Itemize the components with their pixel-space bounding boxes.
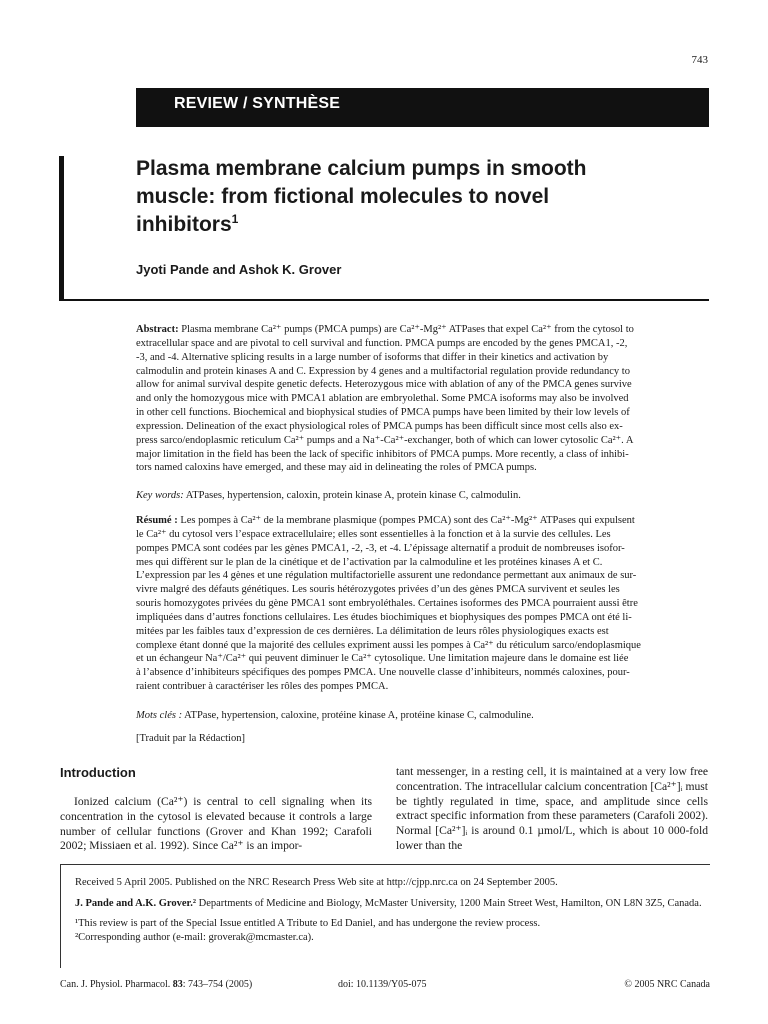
resume-line-5: vivre malgré des défauts génétiques. Les souris hétérozygotes privées d’un des gènes PMCA survivent et seules les (136, 584, 620, 596)
resume-line-4: L’expression par les 4 gènes et une régulation multifactorielle assurent une redondance permettant aux animaux de sur- (136, 570, 637, 582)
translation-note: [Traduit par la Rédaction] (136, 733, 245, 744)
abstract-line-8: press sarco/endoplasmic reticulum Ca²⁺ pumps and a Na⁺-Ca²⁺-exchanger, both of which can lower cytosolic Ca²⁺. A (136, 434, 634, 446)
resume-line-10: et un échangeur Na⁺/Ca²⁺ qui peuvent diminuer le Ca²⁺ cytosolique. Une limitation majeure dans le domaine est liée (136, 653, 629, 665)
resume-line-1: le Ca²⁺ du cytosol vers l’espace extracellulaire; elles sont essentielles à la fonction et à la survie des cellules. Les (136, 528, 611, 540)
resume-line-11: à l’absence d’inhibiteurs spécifiques des pompes PMCA. Une nouvelle classe d’inhibiteurs, nommés caloxines, pour- (136, 667, 630, 679)
footnote-2: ²Corresponding author (e-mail: groverak@mcmaster.ca). (75, 931, 314, 943)
footer-copyright: © 2005 NRC Canada (624, 979, 710, 990)
abstract-line-10: tors named caloxins have emerged, and these may aid in delineating the roles of PMCA pumps. (136, 462, 537, 474)
intro-right-column: tant messenger, in a resting cell, it is maintained at a very low free concentration. The intracellular calcium concentration [Ca²⁺]ᵢ must be tightly regulated in time, space, and amplitude since cells extract specific information from these parameters (Carafoli 2002). Normal [Ca²⁺]ᵢ is around 0.1 µmol/L, which is about 10 000-fold lower than the (396, 765, 708, 852)
abstract-line-5: and only the homozygous mice with PMCA1 ablation are embryolethal. Some PMCA isoforms may also be involved (136, 393, 629, 405)
resume-block (136, 514, 709, 694)
abstract-line-0: Abstract: Plasma membrane Ca²⁺ pumps (PMCA pumps) are Ca²⁺-Mg²⁺ ATPases that expel Ca²⁺ from the cytosol to (136, 324, 634, 335)
abstract-line-6: in other cell functions. Biochemical and biophysical studies of PMCA pumps have been limited by their low levels of (136, 407, 630, 419)
affiliation-text: Departments of Medicine and Biology, McMaster University, 1200 Main Street West, Hamilton, ON L8N 3Z5, Canada. (198, 897, 702, 909)
mots-cles-text: ATPase, hypertension, caloxine, protéine kinase A, protéine kinase C, calmoduline. (184, 710, 534, 721)
footnote-box (60, 864, 710, 968)
abstract-line-3: calmodulin and protein kinases A and C. Expression by 4 genes and a multifactorial regulation provide redundancy to (136, 365, 630, 377)
resume-line-3: mes qui diffèrent sur le plan de la cinétique et de l’activation par la calmoduline et les protéines kinases A et C. (136, 556, 603, 568)
mots-cles-label: Mots clés : (136, 710, 183, 721)
footer-doi: doi: 10.1139/Y05-075 (338, 979, 427, 990)
resume-line-7: impliquées dans d’autres fonctions cellulaires. Les études biochimiques et biophysiques des pompes PMCA ont été li- (136, 611, 632, 623)
resume-line-0: Résumé : Les pompes à Ca²⁺ de la membrane plasmique (pompes PMCA) sont des Ca²⁺-Mg²⁺ ATPases qui expulsent (136, 515, 635, 526)
resume-line-6: souris homozygotes privées du gène PMCA1 sont embryoléthales. Certaines isoformes des PMCA pourraient aussi être (136, 598, 638, 610)
section-banner: REVIEW / SYNTHÈSE (136, 88, 709, 127)
abstract-label: Abstract: (136, 324, 179, 335)
author-list: Jyoti Pande and Ashok K. Grover (136, 262, 342, 277)
title-line-1: Plasma membrane calcium pumps in smooth (136, 157, 587, 180)
resume-line-8: mitées par les faibles taux d’expression de ces dernières. La délimitation de leurs rôles physiologiques exacts est (136, 625, 609, 637)
title-line-3: inhibitors (136, 213, 232, 236)
abstract-line-1: extracellular space and are pivotal to cell survival and function. PMCA pumps are encoded by the genes PMCA1, -2, (136, 337, 628, 349)
title-line-2: muscle: from fictional molecules to novel (136, 185, 550, 208)
resume-label: Résumé : (136, 515, 178, 526)
resume-line-2: pompes PMCA sont codées par les gènes PMCA1, -2, -3, et -4. L’épissage alternatif a produit de nombreuses isofor- (136, 542, 625, 554)
intro-left-column: Ionized calcium (Ca²⁺) is central to cell signaling when its concentration in the cytosol is elevated because it controls a large number of cellular functions (Grover and Khan 1992; Carafoli 2002; Missiaen et al. 1992). Since Ca²⁺ is an impor- (60, 795, 372, 853)
footnote-1: ¹This review is part of the Special Issue entitled A Tribute to Ed Daniel, and has undergone the review process. (75, 918, 541, 929)
title-side-bar (59, 156, 64, 300)
resume-keywords (136, 709, 709, 723)
introduction-heading: Introduction (60, 765, 136, 780)
resume-line-9: complexe étant donné que la majorité des cellules expriment aussi les pompes à Ca²⁺ du réticulum sarco/endoplasmique (136, 639, 641, 651)
abstract-line-9: major limitation in the field has been the lack of specific inhibitors of PMCA pumps. More recently, a class of inhibi- (136, 448, 629, 460)
footer-volume: 83 (172, 979, 183, 990)
abstract-line-4: allow for animal survival despite genetic defects. Heterozygous mice with ablation of any of the PMCA genes survive (136, 379, 632, 391)
article-title (136, 155, 696, 239)
keywords-text: ATPases, hypertension, caloxin, protein kinase A, protein kinase C, calmodulin. (185, 490, 521, 501)
abstract-keywords (136, 489, 709, 503)
affiliation-authors: J. Pande and A.K. Grover.² (75, 897, 196, 909)
title-rule (59, 299, 709, 301)
page-number: 743 (691, 54, 708, 66)
affiliation-note (75, 897, 705, 911)
abstract-block (136, 323, 709, 475)
abstract-line-2: -3, and -4. Alternative splicing results in a large number of isoforms that differ in their kinetics and activation by (136, 351, 609, 363)
page-footer (60, 979, 710, 993)
keywords-label: Key words: (136, 490, 184, 501)
title-footnote-mark: 1 (231, 212, 239, 226)
abstract-line-7: expression. Delineation of the exact physiological roles of PMCA pumps has been difficult since most cells also ex- (136, 420, 623, 432)
received-note: Received 5 April 2005. Published on the NRC Research Press Web site at http://cjpp.nrc.ca on 24 September 2005. (75, 877, 558, 888)
footer-citation: Can. J. Physiol. Pharmacol. 83: 743–754 (2005) (60, 979, 253, 990)
resume-line-12: raient contribuer à caractériser les rôles des pompes PMCA. (136, 681, 389, 693)
